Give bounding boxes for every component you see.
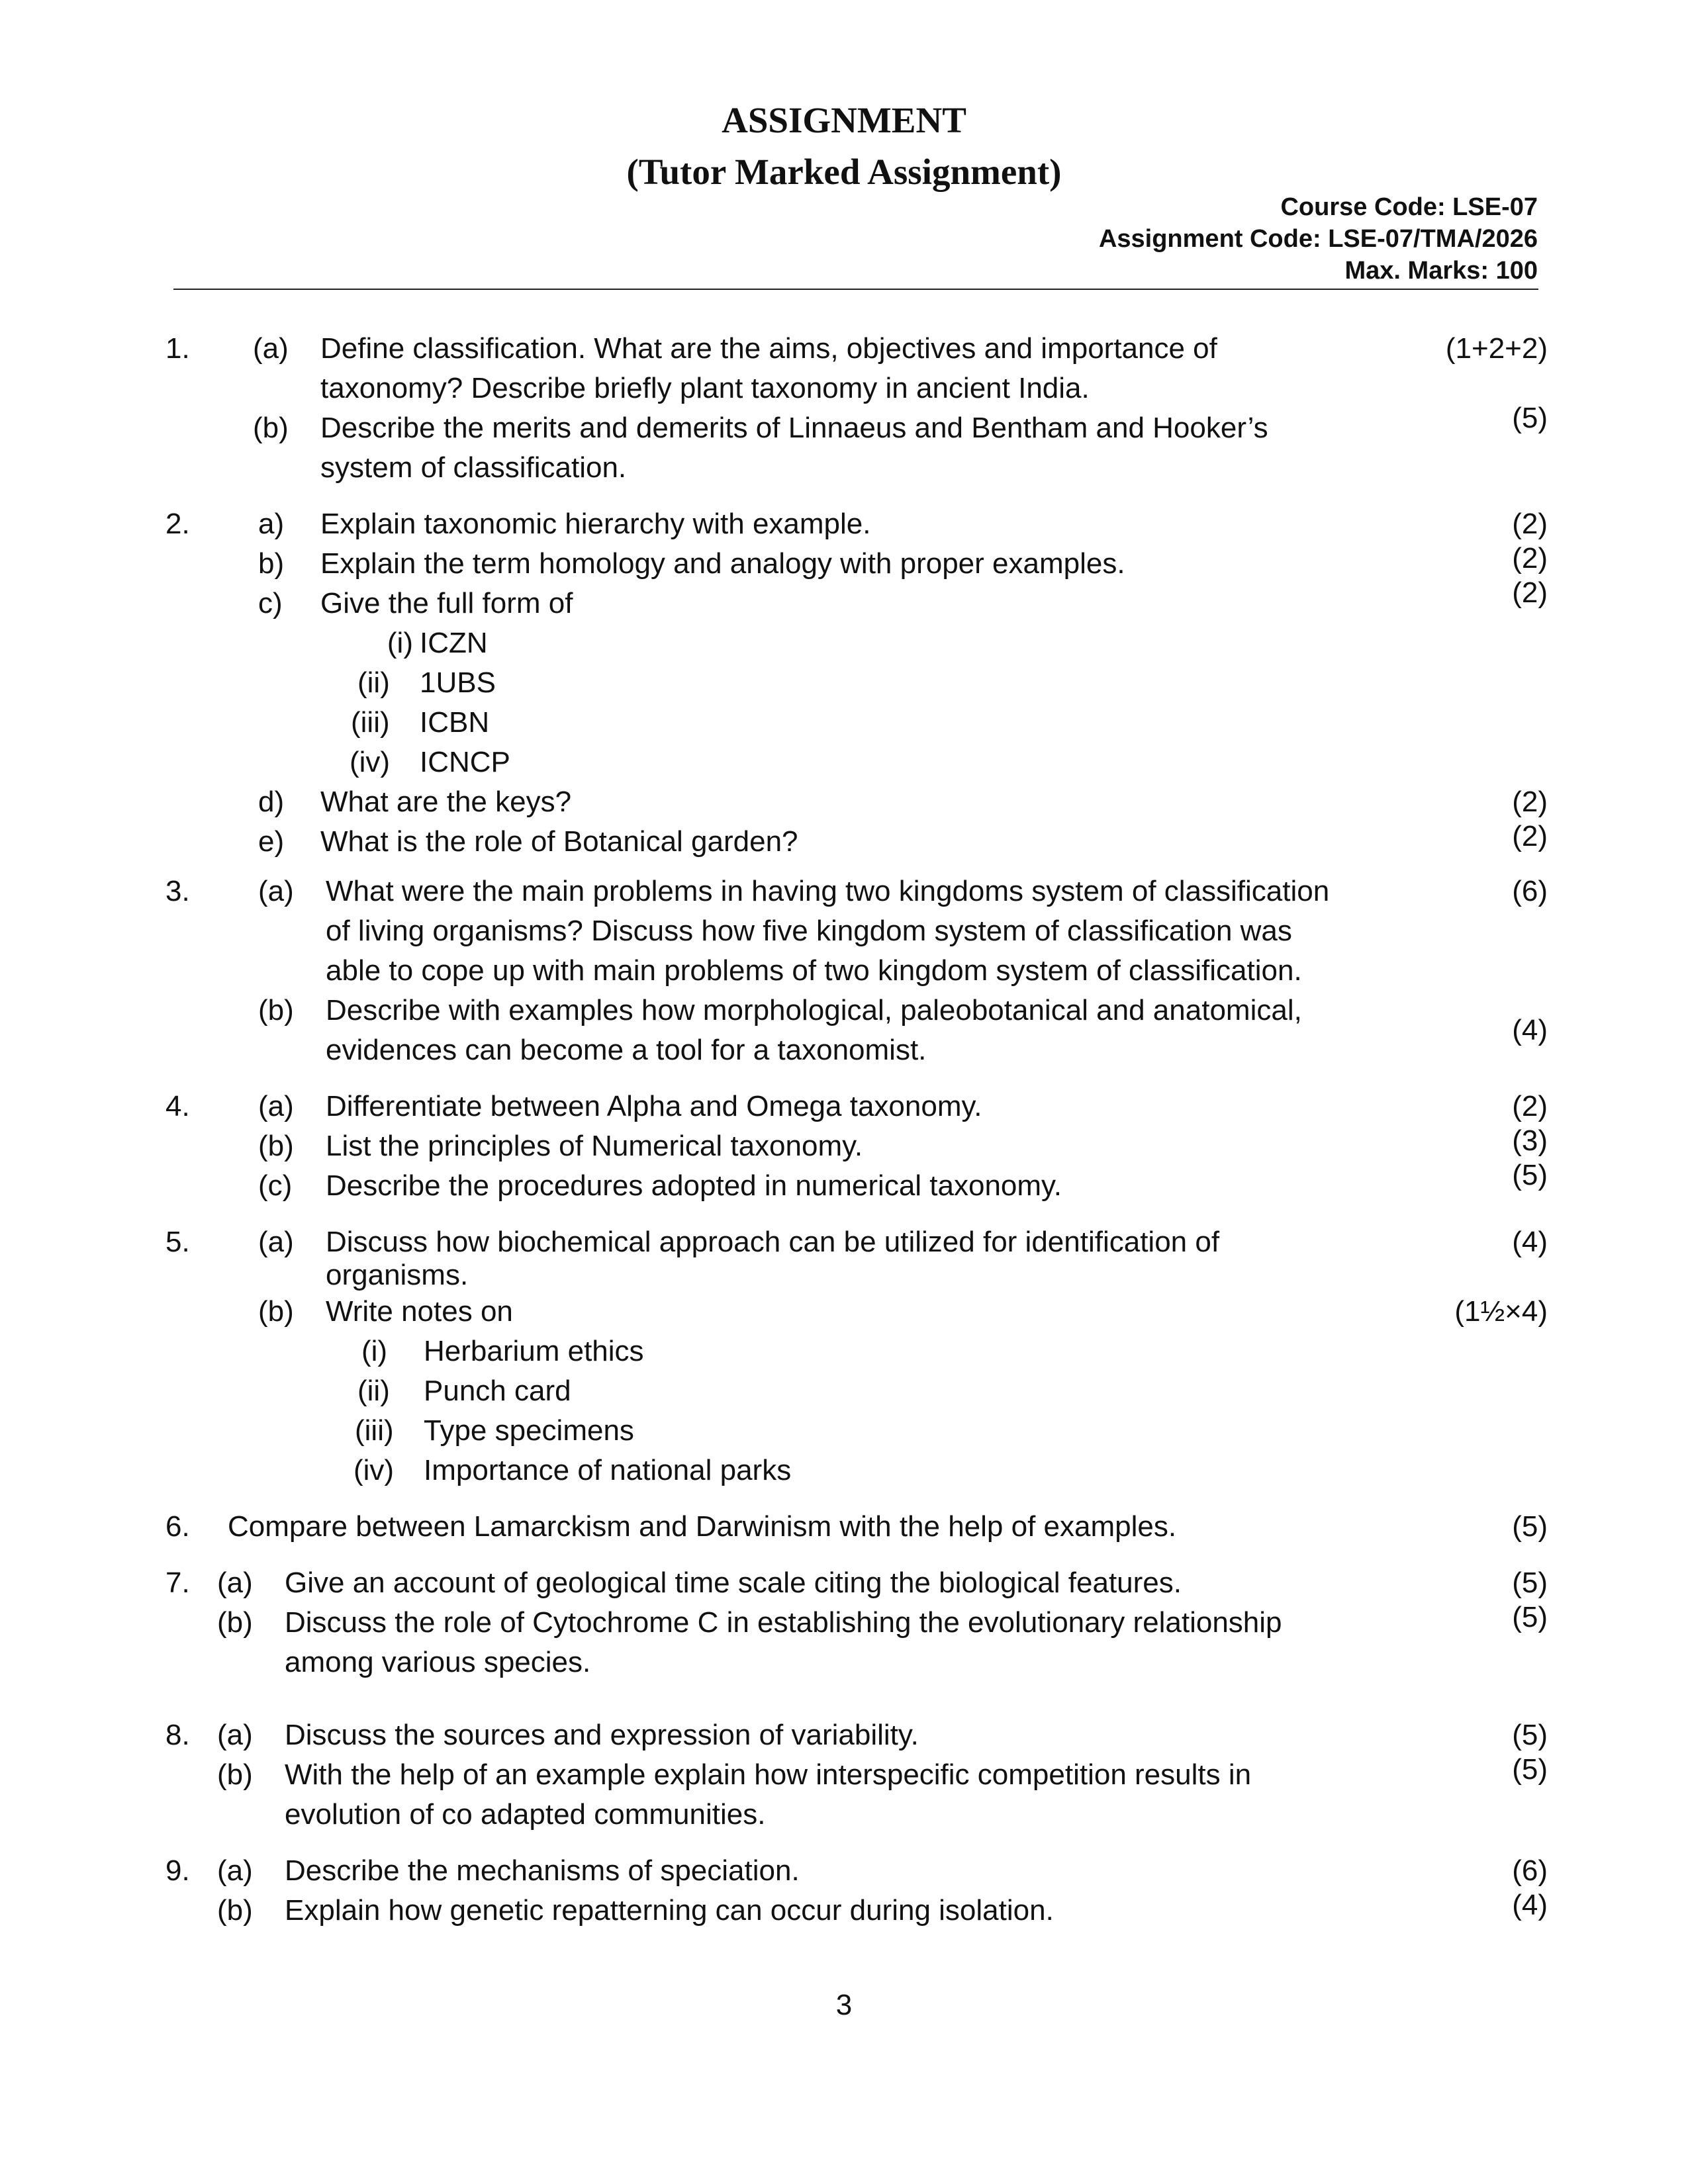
marks: (5) (1512, 1719, 1548, 1751)
max-marks: Max. Marks: 100 (1344, 257, 1538, 285)
sub-label: (a) (258, 1090, 294, 1122)
question-text: Compare between Lamarckism and Darwinism with the help of examples. (228, 1510, 1177, 1543)
item-text: Punch card (424, 1375, 571, 1407)
question-text: able to cope up with main problems of two kingdom system of classification. (326, 954, 1302, 987)
sub-label: (b) (217, 1606, 253, 1639)
marks: (5) (1512, 402, 1548, 434)
marks: (2) (1512, 820, 1548, 852)
question-text: Give the full form of (320, 587, 573, 619)
question-text: Differentiate between Alpha and Omega taxonomy. (326, 1090, 982, 1122)
question-text: Discuss the role of Cytochrome C in establishing the evolutionary relationship (285, 1606, 1282, 1639)
question-text: Describe the merits and demerits of Linnaeus and Bentham and Hooker’s (320, 412, 1268, 444)
question-text: With the help of an example explain how interspecific competition results in (285, 1758, 1252, 1791)
sub-label: a) (258, 508, 285, 540)
question-text: evolution of co adapted communities. (285, 1798, 766, 1831)
item-label: (iv) (353, 1454, 395, 1486)
sub-label: (a) (253, 332, 289, 365)
item-text: 1UBS (420, 666, 496, 699)
item-text: Importance of national parks (424, 1454, 792, 1486)
marks: (5) (1512, 1159, 1548, 1191)
marks: (5) (1512, 1753, 1548, 1786)
marks: (6) (1512, 1854, 1548, 1887)
marks: (4) (1512, 1226, 1548, 1258)
item-text: ICBN (420, 706, 490, 739)
marks: (6) (1512, 875, 1548, 907)
marks: (3) (1512, 1124, 1548, 1157)
question-number: 6. (165, 1510, 190, 1543)
sub-label: (b) (258, 1295, 294, 1328)
question-number: 7. (165, 1567, 190, 1599)
sub-label: (a) (258, 1226, 294, 1258)
page-title: ASSIGNMENT (722, 100, 966, 140)
sub-label: (c) (258, 1169, 293, 1202)
item-label: (i) (361, 1335, 388, 1367)
marks: (5) (1512, 1601, 1548, 1633)
question-number: 4. (165, 1090, 190, 1122)
item-label: (iii) (355, 1414, 394, 1447)
marks: (2) (1512, 508, 1548, 540)
question-text: of living organisms? Discuss how five kingdom system of classification was (326, 915, 1292, 947)
sub-label: (b) (258, 1130, 294, 1162)
marks: (2) (1512, 1090, 1548, 1122)
question-text: What were the main problems in having two kingdoms system of classification (326, 875, 1330, 907)
item-label: (iv) (350, 746, 391, 778)
marks: (1½×4) (1454, 1295, 1548, 1328)
item-label: (i) (387, 627, 413, 659)
sub-label: (a) (258, 875, 294, 907)
sub-label: (a) (217, 1719, 253, 1751)
item-text: ICNCP (420, 746, 510, 778)
marks: (2) (1512, 786, 1548, 818)
sub-label: (b) (217, 1758, 253, 1791)
question-number: 8. (165, 1719, 190, 1751)
question-text: system of classification. (320, 451, 627, 484)
question-text: Explain the term homology and analogy with proper examples. (320, 547, 1125, 580)
marks: (4) (1512, 1889, 1548, 1921)
marks: (4) (1512, 1014, 1548, 1046)
sub-label: c) (258, 587, 283, 619)
item-text: Herbarium ethics (424, 1335, 644, 1367)
question-text: taxonomy? Describe briefly plant taxonomy in ancient India. (320, 372, 1090, 404)
sub-label: (b) (258, 994, 294, 1026)
question-text: Define classification. What are the aims, objectives and importance of (320, 332, 1217, 365)
item-text: Type specimens (424, 1414, 634, 1447)
course-code: Course Code: LSE-07 (1280, 193, 1538, 221)
sub-label: (a) (217, 1854, 253, 1887)
question-text: Discuss how biochemical approach can be utilized for identification of (326, 1226, 1220, 1258)
question-text: Explain taxonomic hierarchy with example. (320, 508, 871, 540)
marks: (5) (1512, 1510, 1548, 1543)
sub-label: e) (258, 825, 285, 858)
question-text: Discuss the sources and expression of variability. (285, 1719, 919, 1751)
question-number: 3. (165, 875, 190, 907)
question-text: Write notes on (326, 1295, 513, 1328)
marks: (1+2+2) (1445, 332, 1548, 365)
item-label: (ii) (357, 1375, 390, 1407)
sub-label: (b) (253, 412, 289, 444)
page-number: 3 (835, 1989, 853, 2021)
header-divider (173, 289, 1538, 290)
question-text: Explain how genetic repatterning can occur during isolation. (285, 1894, 1054, 1927)
question-number: 9. (165, 1854, 190, 1887)
page-subtitle: (Tutor Marked Assignment) (626, 152, 1062, 192)
question-text: evidences can become a tool for a taxonomist. (326, 1034, 927, 1066)
question-text: Describe the mechanisms of speciation. (285, 1854, 800, 1887)
sub-label: d) (258, 786, 285, 818)
question-text: List the principles of Numerical taxonomy. (326, 1130, 863, 1162)
question-number: 2. (165, 508, 190, 540)
question-text: What is the role of Botanical garden? (320, 825, 798, 858)
marks: (2) (1512, 576, 1548, 609)
assignment-code: Assignment Code: LSE-07/TMA/2026 (1098, 225, 1538, 253)
item-label: (ii) (357, 666, 390, 699)
question-text: What are the keys? (320, 786, 572, 818)
question-text: Describe with examples how morphological, paleobotanical and anatomical, (326, 994, 1302, 1026)
question-text: organisms. (326, 1259, 469, 1291)
item-text: ICZN (420, 627, 488, 659)
item-label: (iii) (351, 706, 390, 739)
sub-label: (a) (217, 1567, 253, 1599)
question-text: among various species. (285, 1646, 591, 1678)
question-text: Give an account of geological time scale citing the biological features. (285, 1567, 1182, 1599)
question-number: 5. (165, 1226, 190, 1258)
question-number: 1. (165, 332, 190, 365)
marks: (5) (1512, 1567, 1548, 1599)
question-text: Describe the procedures adopted in numerical taxonomy. (326, 1169, 1062, 1202)
sub-label: b) (258, 547, 285, 580)
marks: (2) (1512, 542, 1548, 574)
sub-label: (b) (217, 1894, 253, 1927)
